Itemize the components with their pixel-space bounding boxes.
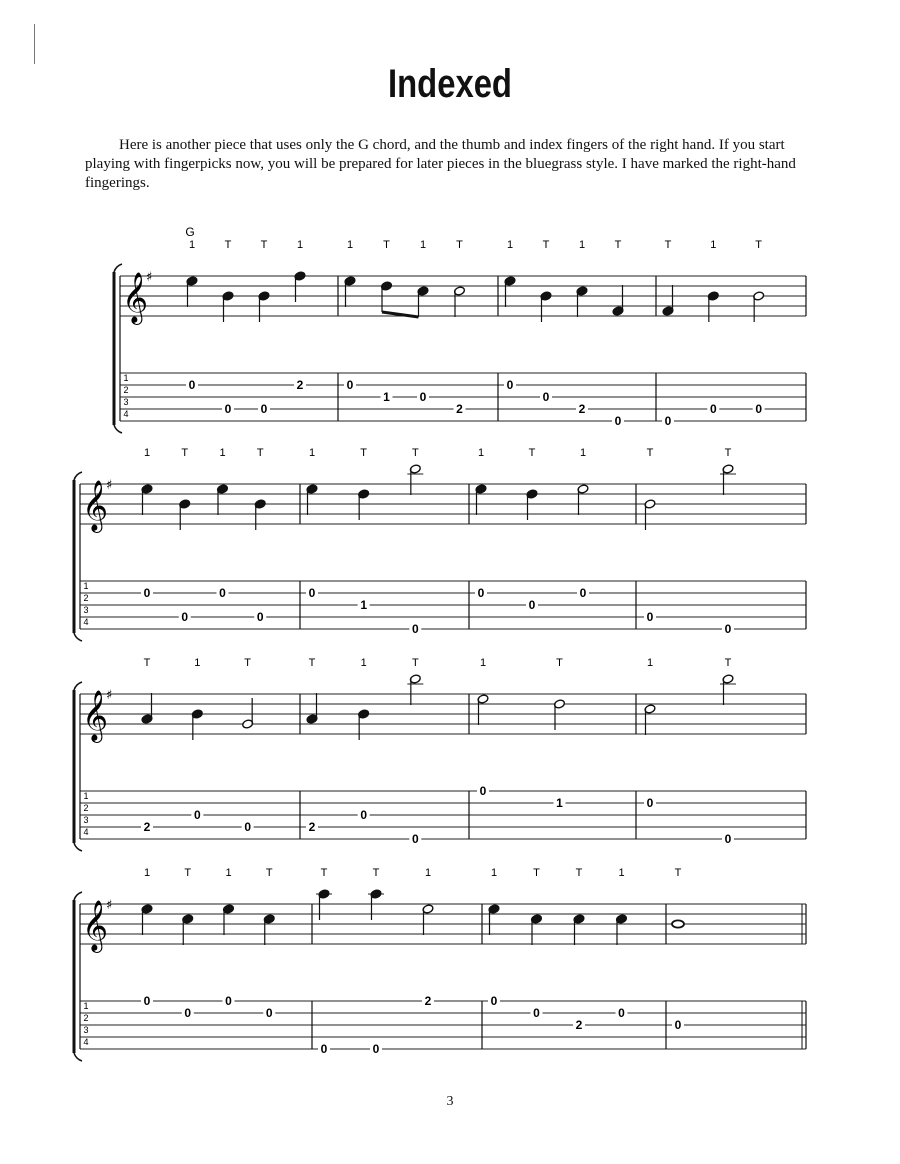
tab-fret-number: 0	[419, 390, 427, 404]
tab-fret-number: 0	[256, 610, 264, 624]
tab-fret-number: 0	[225, 994, 232, 1008]
tab-fret-number: 2	[143, 820, 151, 834]
fingering-label: 1	[710, 239, 717, 251]
tab-fret-number: 0	[614, 414, 622, 428]
tab-fret-number: 2	[456, 402, 463, 416]
fingering-label: T	[256, 447, 264, 459]
fingering-label: T	[260, 239, 268, 251]
fingering-label: T	[646, 447, 654, 459]
fingering-label: T	[724, 657, 732, 669]
tab-fret-number: 0	[184, 1006, 192, 1020]
note-head	[672, 920, 684, 927]
fingering-label: 1	[346, 239, 354, 251]
fingering-label: T	[244, 657, 252, 669]
fingering-label: 1	[578, 239, 586, 251]
tab-fret-number: 0	[533, 1006, 540, 1020]
margin-mark	[34, 24, 35, 64]
music-system-3	[0, 652, 900, 846]
tab-fret-number: 0	[244, 820, 252, 834]
tab-fret-number: 0	[219, 586, 226, 600]
tab-fret-number: 0	[755, 402, 763, 416]
fingering-label: 1	[296, 239, 304, 251]
tab-fret-number: 0	[664, 414, 672, 428]
fingering-label: 1	[579, 447, 587, 459]
treble-clef-icon: 𝄞	[82, 690, 109, 741]
tab-clef-digit: 4	[83, 1037, 89, 1047]
music-system-2	[0, 442, 900, 636]
fingering-label: T	[614, 239, 622, 251]
tab-fret-number: 0	[646, 796, 654, 810]
tab-fret-number: 2	[578, 402, 586, 416]
tab-clef-digit: 2	[83, 803, 89, 813]
bracket-bottom	[74, 1053, 82, 1061]
tab-fret-number: 0	[320, 1042, 328, 1056]
fingering-label: T	[308, 657, 316, 669]
fingering-label: T	[181, 447, 189, 459]
tab-clef-digit: 4	[83, 827, 89, 837]
fingering-label: 1	[477, 447, 485, 459]
fingering-label: T	[360, 447, 368, 459]
tab-fret-number: 0	[346, 378, 354, 392]
fingering-label: T	[372, 867, 380, 879]
sharp-icon: ♯	[106, 478, 113, 493]
fingering-label: T	[411, 657, 419, 669]
tab-clef-digit: 1	[123, 373, 129, 383]
tab-clef-digit: 2	[83, 1013, 89, 1023]
fingering-label: T	[383, 239, 390, 251]
sharp-icon: ♯	[106, 898, 113, 913]
tab-fret-number: 0	[490, 994, 498, 1008]
fingering-label: 1	[188, 239, 196, 251]
tab-fret-number: 0	[618, 1006, 625, 1020]
bracket-top	[114, 264, 122, 272]
fingering-label: T	[143, 657, 151, 669]
tab-clef-digit: 3	[123, 397, 129, 407]
sharp-icon: ♯	[146, 270, 153, 285]
bracket-bottom	[114, 425, 122, 433]
tab-fret-number: 1	[360, 598, 368, 612]
chord-symbol: G	[185, 225, 195, 239]
tab-fret-number: 0	[260, 402, 268, 416]
tab-fret-number: 0	[506, 378, 514, 392]
fingering-label: T	[664, 239, 672, 251]
tab-fret-number: 0	[143, 586, 151, 600]
tab-clef-digit: 3	[83, 605, 89, 615]
tab-clef-digit: 2	[83, 593, 89, 603]
fingering-label: T	[674, 867, 682, 879]
page-title: Indexed	[388, 62, 512, 106]
tab-fret-number: 0	[542, 390, 550, 404]
fingering-label: T	[184, 867, 192, 879]
tab-clef-digit: 1	[83, 581, 89, 591]
fingering-label: 1	[360, 657, 367, 669]
treble-clef-icon: 𝄞	[122, 272, 149, 323]
tab-fret-number: 0	[193, 808, 201, 822]
fingering-label: T	[456, 239, 463, 251]
tab-clef-digit: 3	[83, 1025, 89, 1035]
tab-fret-number: 2	[575, 1018, 583, 1032]
fingering-label: 1	[424, 867, 432, 879]
tab-fret-number: 0	[308, 586, 316, 600]
tab-fret-number: 0	[674, 1018, 682, 1032]
tab-fret-number: 2	[308, 820, 316, 834]
bracket-top	[74, 892, 82, 900]
fingering-label: T	[265, 867, 273, 879]
tab-fret-number: 0	[579, 586, 587, 600]
tab-fret-number: 0	[265, 1006, 273, 1020]
tab-clef-digit: 4	[83, 617, 89, 627]
sharp-icon: ♯	[106, 688, 113, 703]
fingering-label: T	[755, 239, 763, 251]
fingering-label: 1	[490, 867, 498, 879]
tab-fret-number: 0	[411, 622, 419, 636]
tab-fret-number: 0	[181, 610, 189, 624]
bracket-bottom	[74, 633, 82, 641]
fingering-label: 1	[506, 239, 514, 251]
tab-clef-digit: 2	[123, 385, 129, 395]
tab-clef-digit: 1	[83, 1001, 89, 1011]
tab-fret-number: 0	[724, 622, 732, 636]
fingering-label: T	[411, 447, 419, 459]
tab-fret-number: 0	[372, 1042, 380, 1056]
tab-fret-number: 0	[477, 586, 485, 600]
treble-clef-icon: 𝄞	[82, 900, 109, 951]
bracket-top	[74, 682, 82, 690]
fingering-label: T	[724, 447, 732, 459]
tab-fret-number: 0	[709, 402, 717, 416]
fingering-label: T	[320, 867, 328, 879]
tab-fret-number: 0	[411, 832, 419, 846]
bracket-top	[74, 472, 82, 480]
fingering-label: T	[575, 867, 583, 879]
fingering-label: 1	[479, 657, 487, 669]
page-number: 3	[446, 1094, 454, 1109]
tab-fret-number: 1	[556, 796, 563, 810]
tab-clef-digit: 3	[83, 815, 89, 825]
tab-fret-number: 0	[188, 378, 196, 392]
fingering-label: 1	[618, 867, 625, 879]
fingering-label: 1	[225, 867, 232, 879]
fingering-label: 1	[308, 447, 316, 459]
tab-fret-number: 0	[360, 808, 368, 822]
fingering-label: T	[224, 239, 232, 251]
fingering-label: T	[533, 867, 540, 879]
fingering-label: 1	[646, 657, 654, 669]
tab-fret-number: 0	[224, 402, 232, 416]
tab-fret-number: 1	[383, 390, 390, 404]
intro-paragraph: Here is another piece that uses only the G chord, and the thumb and index fingers of the right hand. If you start playing with fingerpicks now, you will be prepared for later pieces in the bluegrass style. I have marked the right-hand fingerings.	[85, 137, 796, 191]
tab-clef-digit: 4	[123, 409, 129, 419]
tab-fret-number: 0	[646, 610, 654, 624]
fingering-label: T	[528, 447, 536, 459]
tab-fret-number: 2	[424, 994, 432, 1008]
fingering-label: 1	[419, 239, 427, 251]
tab-fret-number: 2	[296, 378, 304, 392]
tab-fret-number: 0	[143, 994, 151, 1008]
fingering-label: 1	[194, 657, 201, 669]
treble-clef-icon: 𝄞	[82, 480, 109, 531]
fingering-label: 1	[143, 867, 151, 879]
tab-clef-digit: 1	[83, 791, 89, 801]
fingering-label: T	[556, 657, 563, 669]
fingering-label: 1	[143, 447, 151, 459]
tab-fret-number: 0	[528, 598, 536, 612]
music-system-1	[0, 222, 900, 428]
tab-fret-number: 0	[724, 832, 732, 846]
tab-fret-number: 0	[479, 784, 487, 798]
fingering-label: T	[542, 239, 550, 251]
bracket-bottom	[74, 843, 82, 851]
music-system-4	[0, 862, 900, 1056]
fingering-label: 1	[219, 447, 226, 459]
